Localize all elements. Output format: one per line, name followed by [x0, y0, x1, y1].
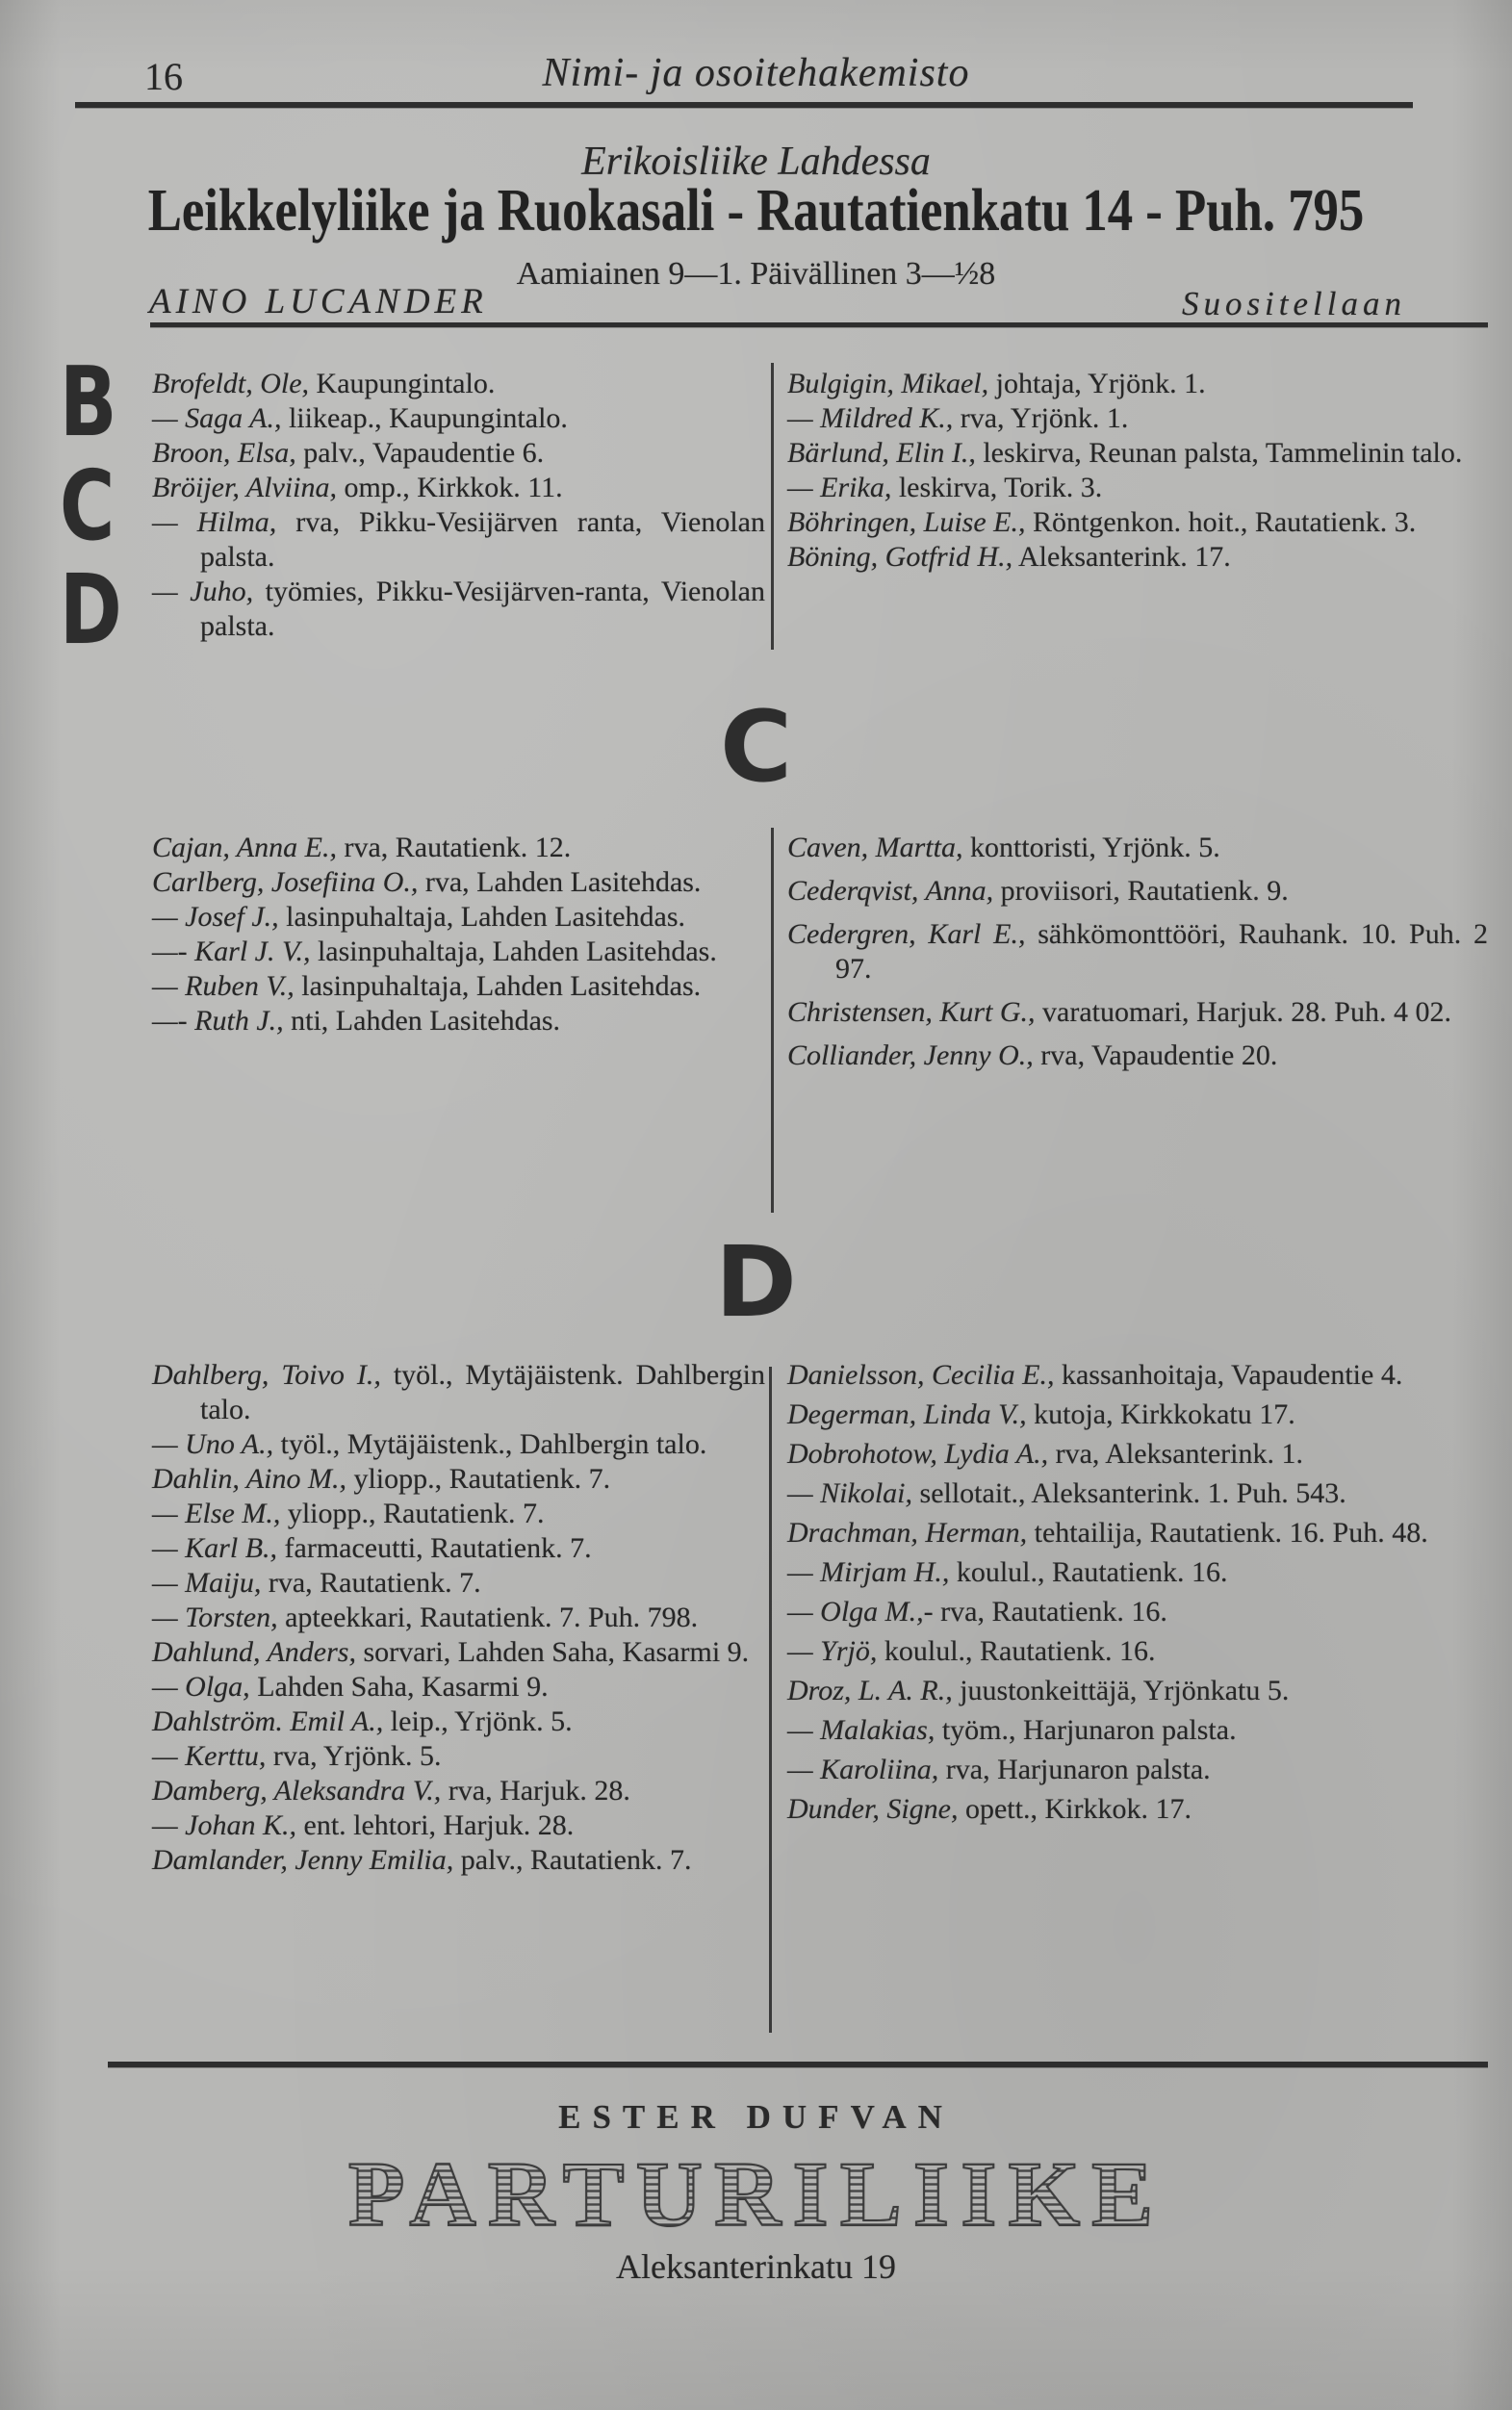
entry-name: — Mirjam H., — [787, 1556, 950, 1588]
directory-entry — [152, 1531, 765, 1566]
directory-entry — [787, 1634, 1488, 1669]
entry-name: Christensen, Kurt G., — [787, 996, 1036, 1028]
entry-details: rva, Aleksanterink. 1. — [1048, 1438, 1304, 1470]
entry-name: Böning, Gotfrid H., — [787, 541, 1013, 573]
directory-entry — [787, 1555, 1488, 1590]
entry-details: varatuomari, Harjuk. 28. Puh. 4 02. — [1035, 996, 1451, 1028]
directory-entry — [152, 1004, 765, 1038]
entry-name: — Yrjö, — [787, 1635, 878, 1667]
header-rule — [75, 102, 1413, 108]
directory-entry — [787, 505, 1488, 540]
entry-name: Droz, L. A. R., — [787, 1675, 953, 1706]
directory-entry — [787, 1437, 1488, 1472]
entry-name: — Johan K., — [152, 1809, 296, 1841]
entry-details: rva, Vapaudentie 20. — [1033, 1039, 1278, 1071]
entry-details: rva, Yrjönk. 1. — [953, 402, 1129, 434]
entry-name: — Olga, — [152, 1671, 250, 1703]
column-divider — [769, 1367, 772, 2033]
entry-name: — Else M., — [152, 1498, 281, 1529]
entry-details: Röntgenkon. hoit., Rautatienk. 3. — [1025, 506, 1417, 538]
entry-details: kutoja, Kirkkokatu 17. — [1026, 1398, 1295, 1430]
directory-entry — [787, 471, 1488, 505]
directory-entry — [787, 367, 1488, 401]
directory-entry — [152, 367, 765, 401]
top-ad-headline: Leikkelyliike ja Ruokasali - Rautatienkatu 14 - Puh. 795 — [147, 178, 1365, 244]
page-number: 16 — [144, 55, 183, 98]
entry-details: rva, Harjunaron palsta. — [938, 1754, 1211, 1785]
directory-entry — [787, 1038, 1488, 1073]
entry-details: tehtailija, Rautatienk. 16. Puh. 48. — [1027, 1517, 1428, 1549]
entry-details: farmaceutti, Rautatienk. 7. — [277, 1532, 592, 1564]
entry-details: palv., Vapaudentie 6. — [295, 437, 545, 469]
margin-letter-c: C — [60, 449, 115, 562]
entry-name: Caven, Martta, — [787, 832, 963, 863]
entry-name: Brofeldt, Ole, — [152, 368, 310, 399]
directory-entry — [787, 1753, 1488, 1787]
entry-name: Dunder, Signe, — [787, 1793, 959, 1825]
directory-entry — [152, 436, 765, 471]
directory-entry — [152, 1462, 765, 1497]
entry-name: — Josef J., — [152, 901, 279, 933]
entry-name: — Malakias, — [787, 1714, 935, 1746]
directory-entry — [152, 1358, 765, 1427]
entry-name: — Saga A., — [152, 402, 282, 434]
directory-entry — [152, 1808, 765, 1843]
entry-details: rva, Rautatienk. 12. — [336, 832, 572, 863]
entry-details: konttoristi, Yrjönk. 5. — [962, 832, 1220, 863]
directory-entry — [152, 900, 765, 935]
entry-name: Bärlund, Elin I., — [787, 437, 976, 469]
directory-entry — [787, 995, 1488, 1030]
directory-entry — [152, 505, 765, 575]
entry-name: Bulgigin, Mikael, — [787, 368, 989, 399]
entry-name: — Kerttu, — [152, 1740, 267, 1772]
entry-name: Böhringen, Luise E., — [787, 506, 1026, 538]
bottom-ad-headline-art — [246, 2141, 1267, 2246]
entry-name: — Torsten, — [152, 1602, 278, 1633]
entry-name: — Ruben V., — [152, 970, 295, 1002]
directory-entry — [152, 1635, 765, 1670]
entry-details: yliopp., Rautatienk. 7. — [280, 1498, 545, 1529]
entry-name: — Nikolai, — [787, 1477, 913, 1509]
bottom-ad-owner: ESTER DUFVAN — [558, 2098, 954, 2136]
directory-entry — [152, 1497, 765, 1531]
directory-entry — [787, 874, 1488, 909]
entry-name: —- Ruth J., — [152, 1005, 284, 1037]
top-ad-tagline: Erikoisliike Lahdessa — [581, 140, 931, 184]
entry-name: — Mildred K., — [787, 402, 954, 434]
entry-details: rva, Yrjönk. 5. — [266, 1740, 442, 1772]
directory-entry — [152, 865, 765, 900]
margin-letter-d: D — [60, 553, 122, 666]
bottom-ad-rule — [108, 2062, 1488, 2067]
entry-details: nti, Lahden Lasitehdas. — [283, 1005, 561, 1037]
entry-details: lasinpuhaltaja, Lahden Lasitehdas. — [278, 901, 685, 933]
entry-name: Degerman, Linda V., — [787, 1398, 1027, 1430]
entry-details: johtaja, Yrjönk. 1. — [988, 368, 1206, 399]
section-d-right-column — [787, 1358, 1488, 1832]
section-d-left-column — [152, 1358, 765, 1878]
entry-name: Damberg, Aleksandra V., — [152, 1775, 442, 1807]
entry-details: Aleksanterink. 17. — [1012, 541, 1231, 573]
top-ad-rule — [150, 322, 1488, 327]
entry-details: koulul., Rautatienk. 16. — [877, 1635, 1156, 1667]
entry-name: Dobrohotow, Lydia A., — [787, 1438, 1049, 1470]
entry-details: työmies, Pikku-Vesijärven-ranta, Vienolan palsta. — [200, 576, 765, 642]
entry-details: omp., Kirkkok. 11. — [336, 472, 563, 503]
section-heading-d: D — [715, 1225, 797, 1340]
directory-entry — [152, 575, 765, 644]
directory-entry — [152, 935, 765, 969]
column-divider — [771, 363, 774, 650]
entry-details: sähkömonttööri, Rauhank. 10. Puh. 2 97. — [835, 918, 1488, 985]
entry-details: sorvari, Lahden Saha, Kasarmi 9. — [355, 1636, 750, 1668]
entry-details: leskirva, Reunan palsta, Tammelinin talo. — [975, 437, 1463, 469]
entry-name: Broon, Elsa, — [152, 437, 296, 469]
entry-details: Kaupungintalo. — [309, 368, 496, 399]
entry-name: Dahlund, Anders, — [152, 1636, 356, 1668]
directory-entry — [152, 969, 765, 1004]
directory-entry — [152, 1843, 765, 1878]
entry-details: proviisori, Rautatienk. 9. — [993, 875, 1289, 907]
directory-entry — [152, 1601, 765, 1635]
top-ad-recommendation: Suositellaan — [1181, 285, 1406, 322]
entry-name: Cajan, Anna E., — [152, 832, 337, 863]
directory-entry — [152, 1670, 765, 1705]
directory-entry — [152, 471, 765, 505]
entry-name: Dahlberg, Toivo I., — [152, 1359, 381, 1391]
directory-entry — [787, 540, 1488, 575]
section-bcd-right-column — [787, 367, 1488, 575]
entry-name: — Maiju, — [152, 1567, 262, 1599]
section-bcd-left-column — [152, 367, 765, 644]
entry-name: Colliander, Jenny O., — [787, 1039, 1034, 1071]
directory-entry — [787, 1713, 1488, 1748]
directory-entry — [787, 1595, 1488, 1629]
running-head: Nimi- ja osoitehakemisto — [542, 51, 970, 95]
directory-entry — [787, 401, 1488, 436]
entry-details: liikeap., Kaupungintalo. — [281, 402, 568, 434]
directory-entry — [787, 1516, 1488, 1551]
entry-details: sellotait., Aleksanterink. 1. Puh. 543. — [912, 1477, 1346, 1509]
directory-entry — [787, 1476, 1488, 1511]
directory-entry — [787, 1358, 1488, 1393]
entry-name: — Hilma, — [152, 506, 277, 538]
entry-details: ent. lehtori, Harjuk. 28. — [296, 1809, 575, 1841]
entry-details: kassanhoitaja, Vapaudentie 4. — [1054, 1359, 1403, 1391]
entry-details: yliopp., Rautatienk. 7. — [346, 1463, 611, 1495]
entry-name: — Erika, — [787, 472, 892, 503]
directory-entry — [787, 831, 1488, 865]
directory-entry — [787, 1792, 1488, 1827]
directory-entry — [152, 1566, 765, 1601]
directory-entry — [152, 401, 765, 436]
entry-details: rva, Pikku-Vesijärven ranta, Vienolan palsta. — [200, 506, 765, 573]
entry-details: palv., Rautatienk. 7. — [453, 1844, 692, 1876]
entry-details: rva, Lahden Lasitehdas. — [418, 866, 702, 898]
entry-details: opett., Kirkkok. 17. — [958, 1793, 1192, 1825]
entry-name: —- Karl J. V., — [152, 936, 311, 967]
bottom-ad-headline: PARTURILIIKE — [347, 2142, 1165, 2245]
bottom-ad-address: Aleksanterinkatu 19 — [616, 2247, 896, 2286]
column-divider — [771, 828, 774, 1213]
entry-name: — Olga M.,- — [787, 1596, 934, 1628]
top-ad-hours: Aamiainen 9—1. Päivällinen 3—½8 — [516, 256, 996, 292]
entry-name: — Karoliina, — [787, 1754, 939, 1785]
top-ad-owner: AINO LUCANDER — [149, 282, 488, 321]
entry-details: rva, Rautatienk. 7. — [261, 1567, 481, 1599]
directory-entry — [787, 917, 1488, 987]
entry-details: rva, Rautatienk. 16. — [933, 1596, 1167, 1628]
entry-name: Dahlin, Aino M., — [152, 1463, 346, 1495]
directory-entry — [152, 1774, 765, 1808]
entry-name: Danielsson, Cecilia E., — [787, 1359, 1055, 1391]
entry-details: juustonkeittäjä, Yrjönkatu 5. — [952, 1675, 1290, 1706]
entry-details: leip., Yrjönk. 5. — [383, 1705, 573, 1737]
entry-details: apteekkari, Rautatienk. 7. Puh. 798. — [277, 1602, 699, 1633]
entry-name: Cederqvist, Anna, — [787, 875, 994, 907]
entry-details: leskirva, Torik. 3. — [891, 472, 1103, 503]
entry-details: Lahden Saha, Kasarmi 9. — [249, 1671, 549, 1703]
entry-details: rva, Harjuk. 28. — [441, 1775, 630, 1807]
entry-name: Cedergren, Karl E., — [787, 918, 1026, 950]
entry-name: Carlberg, Josefiina O., — [152, 866, 419, 898]
directory-entry — [152, 1739, 765, 1774]
directory-entry — [787, 436, 1488, 471]
directory-entry — [152, 1705, 765, 1739]
directory-entry — [152, 1427, 765, 1462]
section-heading-c: C — [720, 690, 792, 805]
entry-name: Dahlström. Emil A., — [152, 1705, 384, 1737]
entry-details: koulul., Rautatienk. 16. — [949, 1556, 1228, 1588]
entry-details: lasinpuhaltaja, Lahden Lasitehdas. — [310, 936, 717, 967]
directory-entry — [787, 1397, 1488, 1432]
section-c-right-column — [787, 831, 1488, 1082]
entry-name: — Juho, — [152, 576, 254, 607]
margin-letter-b: B — [60, 346, 117, 458]
directory-entry — [152, 831, 765, 865]
entry-name: Bröijer, Alviina, — [152, 472, 337, 503]
entry-details: työl., Mytäjäistenk., Dahlbergin talo. — [273, 1428, 707, 1460]
entry-name: Damlander, Jenny Emilia, — [152, 1844, 454, 1876]
entry-name: — Uno A., — [152, 1428, 274, 1460]
entry-details: työl., Mytäjäistenk. Dahlbergin talo. — [200, 1359, 765, 1425]
entry-name: — Karl B., — [152, 1532, 278, 1564]
entry-name: Drachman, Herman, — [787, 1517, 1028, 1549]
entry-details: työm., Harjunaron palsta. — [935, 1714, 1237, 1746]
entry-details: lasinpuhaltaja, Lahden Lasitehdas. — [294, 970, 702, 1002]
section-c-left-column — [152, 831, 765, 1038]
directory-entry — [787, 1674, 1488, 1708]
